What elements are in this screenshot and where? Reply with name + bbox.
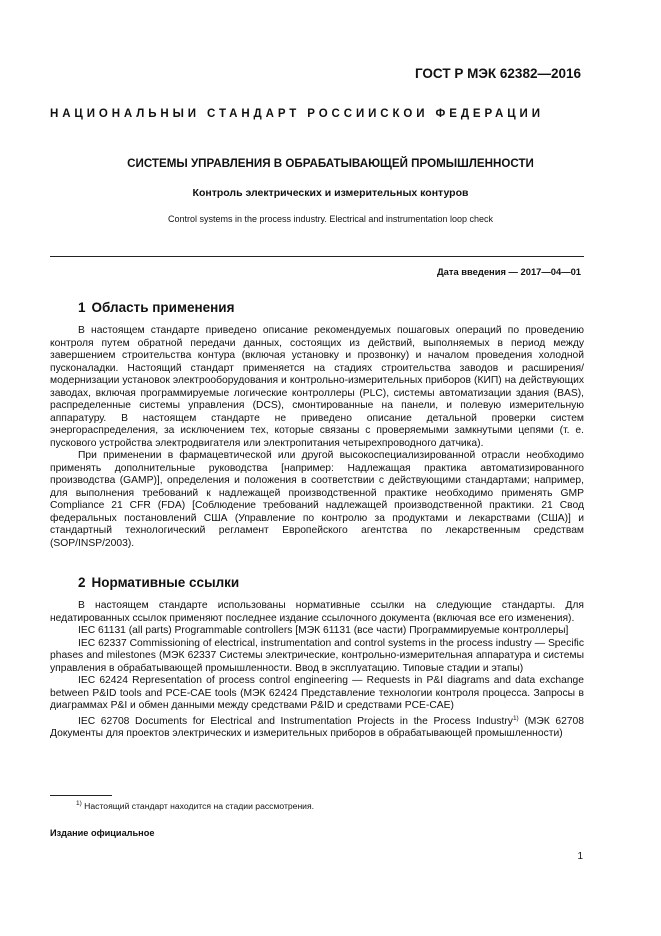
section-body-references — [50, 600, 584, 741]
footnote-text: Настоящий стандарт находится на стадии рассмотрения. — [81, 801, 315, 811]
standard-designation: ГОСТ Р МЭК 62382—2016 — [414, 66, 581, 81]
section-body-scope — [50, 325, 584, 550]
section-heading-references — [78, 575, 239, 590]
section-title: Нормативные ссылки — [91, 575, 240, 590]
reference-item — [50, 713, 584, 741]
official-edition-label: Издание официальное — [50, 828, 155, 838]
footnote-divider — [50, 795, 112, 796]
title-divider — [50, 256, 584, 257]
reference-item: IEC 61131 (all parts) Programmable controllers [МЭК 61131 (все части) Программируемые контроллеры] — [78, 625, 569, 636]
footnote — [76, 800, 314, 811]
reference-item: IEC 62337 Commissioning of electrical, instrumentation and control systems in the process industry — Specific phases and milestones (МЭК 62337 Системы электрические, контрольно-измерительная аппаратура и системы управления в обрабатывающей промышленности. Ввод в эксплуатацию. Типовые стадии и этапы) — [50, 637, 584, 674]
reference-item: IEC 62424 Representation of process control engineering — Requests in P&I diagrams and data exchange between P&ID tools and PCE-CAE tools (МЭК 62424 Представление технологии контроля процесса. Запросы в диаграммах P&I и обмен данными между средствами P&ID и средствами PCE-CAE) — [50, 675, 584, 711]
document-subtitle: Контроль электрических и измерительных контуров — [192, 187, 469, 199]
page-number: 1 — [577, 851, 583, 862]
english-title: Control systems in the process industry. Electrical and instrumentation loop check — [168, 214, 493, 224]
paragraph: В настоящем стандарте использованы нормативные ссылки на следующие стандарты. Для недатированных ссылок применяют последнее издание ссылочного документа (включая все его изменения). — [50, 600, 584, 624]
reference-text: (МЭК 62708 Документы для проектов электрических и измерительных приборов в обрабатывающей промышленности) — [50, 715, 584, 739]
paragraph: В настоящем стандарте приведено описание рекомендуемых пошаговых операций по проведению контроля путем обратной передачи данных, состоящих из действий, выполняемых в период между завершением строительства контура (включая установку и прозвонку) и началом проведения холодной пусконаладки. Настоящий стандарт применяется на стадиях строительства заводов и расширения/модернизации установок электрооборудования и контрольно-измерительных приборов (КИП) на действующих заводах, включая программируемые логические контроллеры (PLC), системы автоматизации здания (BAS), распределенные системы управления (DCS), смонтированные на панели, и полевую измерительную аппаратуру. В настоящем стандарте не приведено описание детальной проверки систем энергораспределения, за исключением тех, которые связаны с проверяемыми замкнутыми цепями (т. е. пускового устройства электродвигателя или электропитания четырехпроводного датчика). — [50, 325, 584, 449]
footnote-marker: 1) — [512, 714, 519, 722]
national-standard-banner: НАЦИОНАЛЬНЫЙ СТАНДАРТ РОССИЙСКОЙ ФЕДЕРАЦИИ — [50, 108, 544, 120]
section-title: Область применения — [91, 300, 235, 315]
document-title: СИСТЕМЫ УПРАВЛЕНИЯ В ОБРАБАТЫВАЮЩЕЙ ПРОМЫШЛЕННОСТИ — [127, 157, 534, 170]
section-heading-scope — [78, 300, 234, 315]
reference-text: IEC 62708 Documents for Electrical and Instrumentation Projects in the Process Industry — [78, 715, 513, 727]
section-number: 1 — [78, 300, 86, 315]
section-number: 2 — [78, 575, 86, 590]
paragraph: При применении в фармацевтической или другой высокоспециализированной отрасли необходимо применять дополнительные руководства [например: Надлежащая практика автоматизированного производства (GAMP)], определения и положения в соответствии с действующими стандартами; например, для выполнения требований к надлежащей производственной практике необходимо применять GMP Compliance 21 CFR (FDA) [Соблюдение требований надлежащей производственной практики. 21 Свод федеральных постановлений США (Управление по контролю за продуктами и лекарствами (США)] и стандартный технологический регламент Европейского агентства по лекарственным средствам (SOP/INSP/2003). — [50, 450, 584, 549]
introduction-date: Дата введения — 2017—04—01 — [436, 266, 581, 277]
footnote-marker: 1) — [76, 800, 82, 807]
